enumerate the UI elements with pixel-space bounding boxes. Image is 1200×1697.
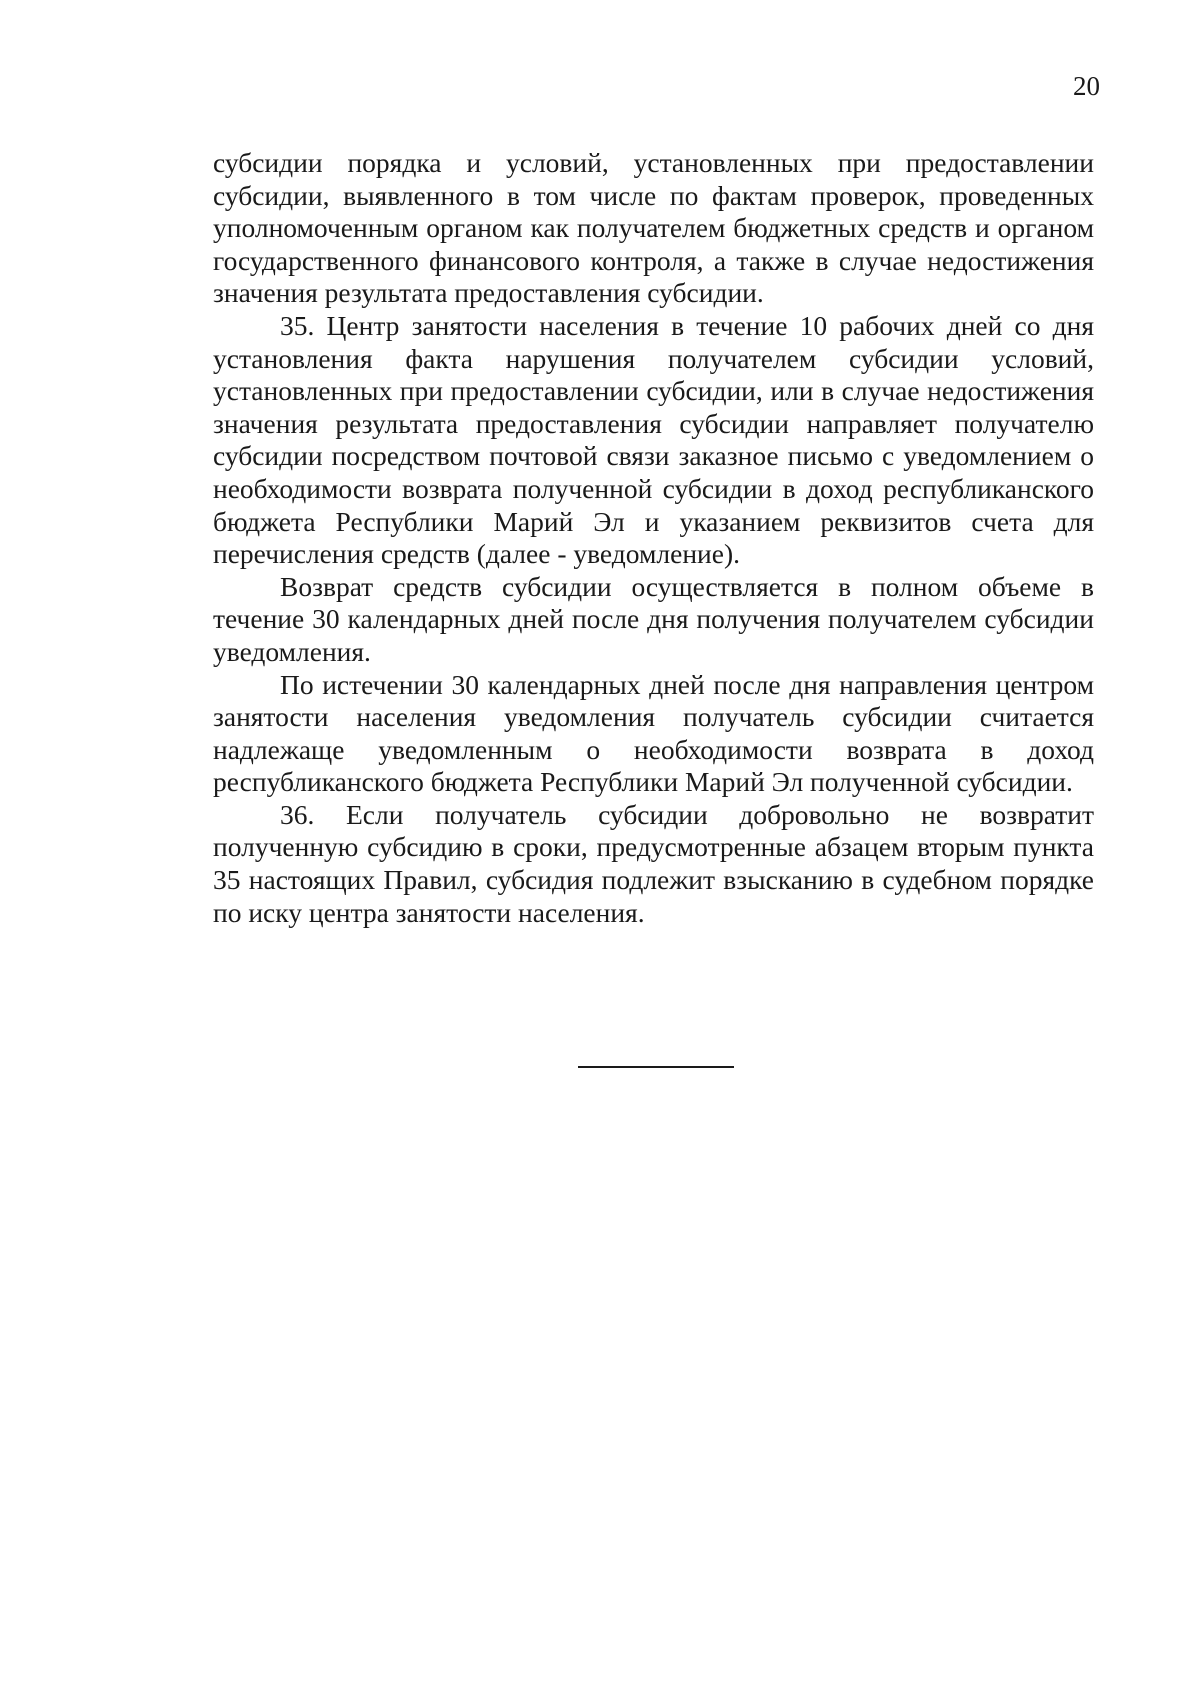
paragraph-clause-35: 35. Центр занятости населения в течение 10 рабочих дней со дня установления факта нарушения получателем субсидии условий, установленных при предоставлении субсидии, или в случае недостижения значения результата предоставления субсидии направляет получателю субсидии посредством почтовой связи заказное письмо с уведомлением о необходимости возврата полученной субсидии в доход республиканского бюджета Республики Марий Эл и указанием реквизитов счета для перечисления средств (далее - уведомление).	[213, 309, 1094, 570]
paragraph-continuation: субсидии порядка и условий, установленных при предоставлении субсидии, выявленного в том числе по фактам проверок, проведенных уполномоченным органом как получателем бюджетных средств и органом государственного финансового контроля, а также в случае недостижения значения результата предоставления субсидии.	[213, 147, 1094, 309]
paragraph-refund-term: Возврат средств субсидии осуществляется в полном объеме в течение 30 календарных дней после дня получения получателем субсидии уведомления.	[213, 570, 1094, 667]
paragraph-notification-deemed: По истечении 30 календарных дней после дня направления центром занятости населения уведомления получатель субсидии считается надлежаще уведомленным о необходимости возврата в доход республиканского бюджета Республики Марий Эл полученной субсидии.	[213, 668, 1094, 798]
page-number: 20	[1073, 71, 1100, 101]
document-body	[213, 147, 1094, 929]
paragraph-clause-36: 36. Если получатель субсидии добровольно не возвратит полученную субсидию в сроки, предусмотренные абзацем вторым пункта 35 настоящих Правил, субсидия подлежит взысканию в судебном порядке по иску центра занятости населения.	[213, 798, 1094, 928]
end-of-document-rule	[578, 1066, 734, 1068]
